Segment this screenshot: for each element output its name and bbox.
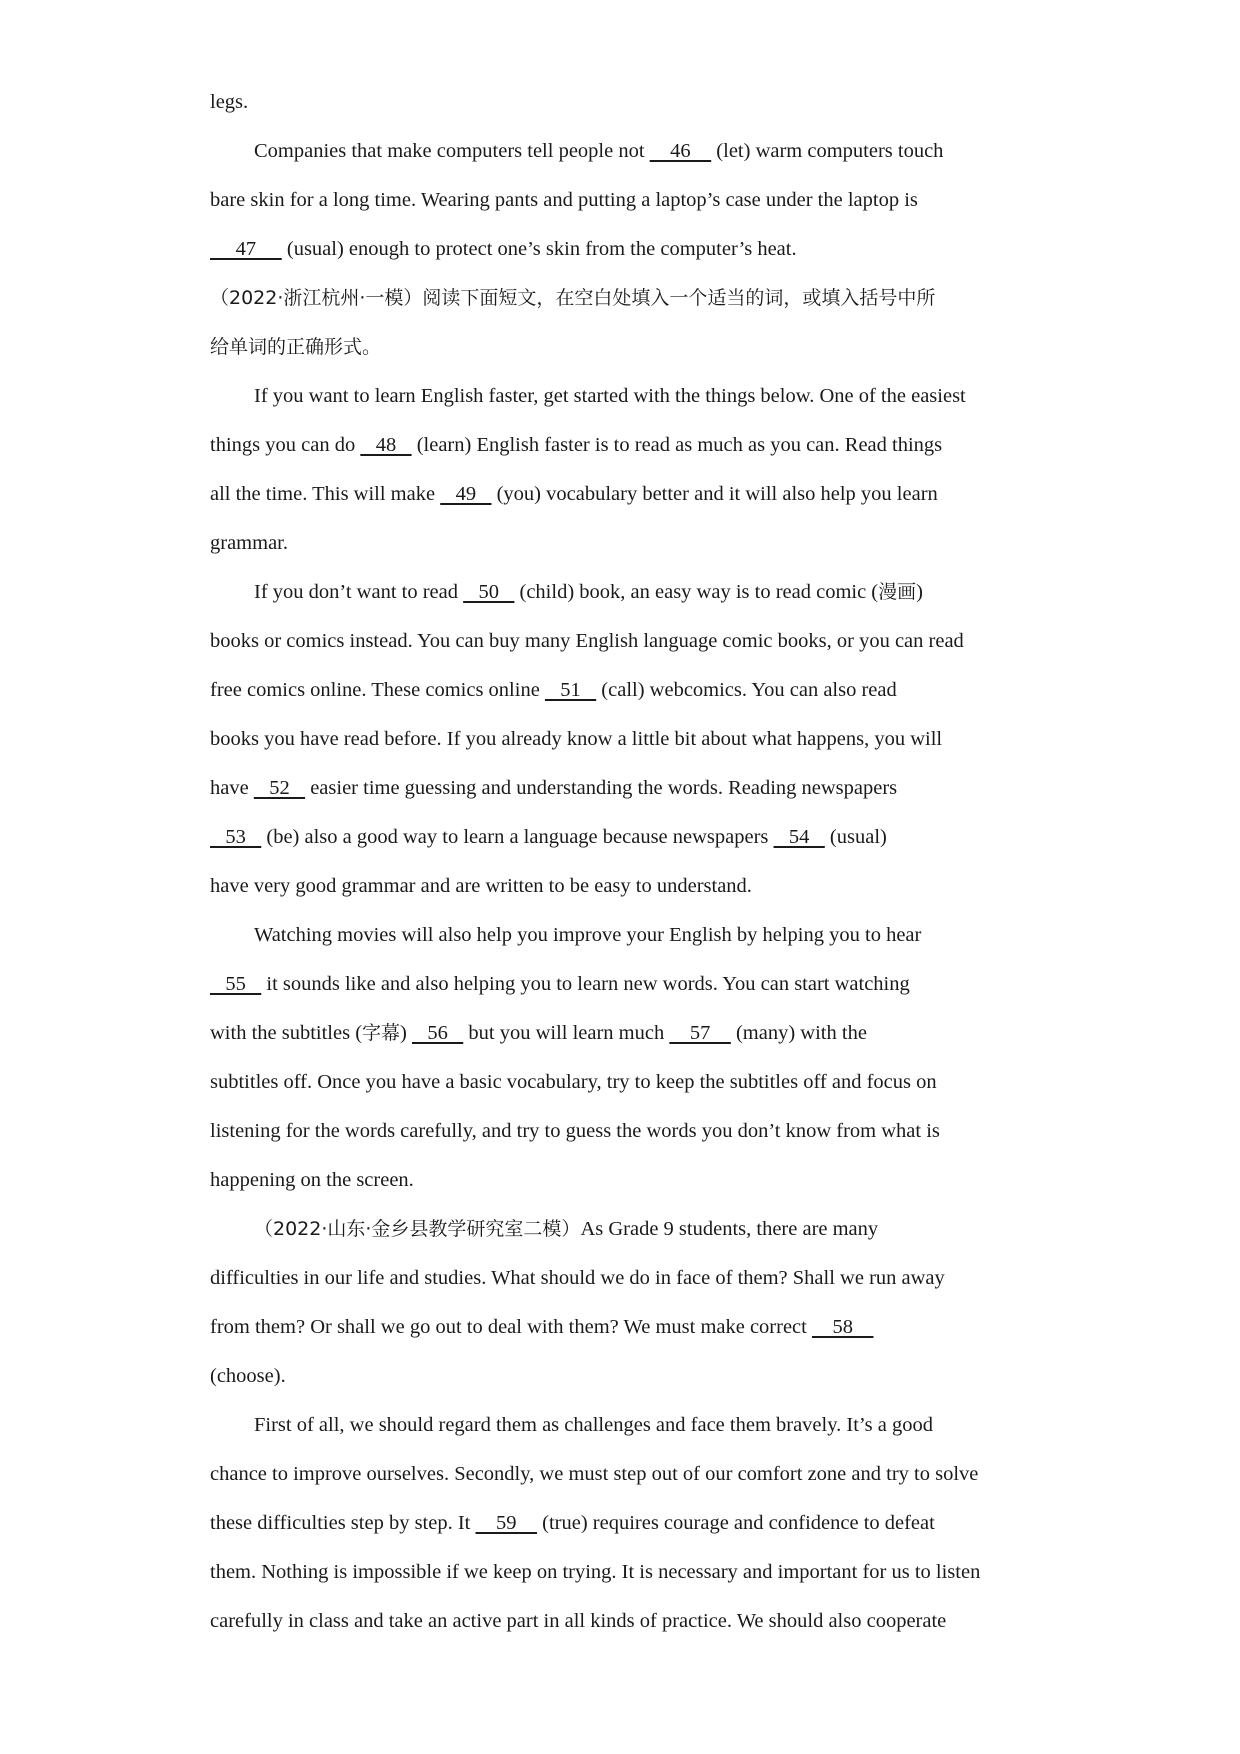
text-segment: (let) warm computers touch (711, 140, 944, 162)
text-segment: (choose). (210, 1365, 286, 1387)
answer-blank[interactable]: 52 (253, 777, 306, 799)
text-line (210, 970, 910, 998)
answer-blank[interactable]: 50 (463, 581, 515, 603)
text-segment: (be) also a good way to learn a language because newspapers (261, 826, 774, 848)
text-segment: with the subtitles ( (210, 1022, 363, 1044)
text-line (210, 823, 887, 851)
text-segment: (true) requires courage and confidence to defeat (537, 1512, 935, 1534)
text-segment: (many) with the (730, 1022, 867, 1044)
answer-blank[interactable]: 54 (773, 826, 825, 848)
text-segment: books you have read before. If you already know a little bit about what happens, you will (210, 728, 943, 750)
text-line (210, 1264, 945, 1292)
text-line (254, 578, 923, 606)
text-segment: it sounds like and also helping you to learn new words. You can start watching (261, 973, 910, 995)
answer-blank[interactable]: 59 (475, 1512, 537, 1534)
text-segment: （2022·浙江杭州·一模）阅读下面短文，在空白处填入一个适当的词，或填入括号中所 (210, 287, 936, 309)
answer-blank[interactable]: 51 (544, 679, 597, 701)
text-segment: chance to improve ourselves. Secondly, we must step out of our comfort zone and try to solve (210, 1463, 979, 1485)
answer-blank[interactable]: 57 (669, 1022, 731, 1044)
text-segment: happening on the screen. (210, 1169, 414, 1191)
text-segment: (call) webcomics. You can also read (596, 679, 897, 701)
text-segment: free comics online. These comics online (210, 679, 545, 701)
text-line (210, 1068, 937, 1096)
text-line (210, 872, 752, 900)
text-line (254, 921, 921, 949)
text-line (210, 1509, 935, 1537)
text-segment: but you will learn much (463, 1022, 670, 1044)
text-segment: these difficulties step by step. It (210, 1512, 476, 1534)
text-segment: ) (400, 1022, 412, 1044)
text-segment: difficulties in our life and studies. What should we do in face of them? Shall we run away (210, 1267, 945, 1289)
answer-blank[interactable]: 55 (210, 973, 262, 995)
text-line (210, 1019, 867, 1047)
text-line (210, 1166, 414, 1194)
text-line (210, 1558, 980, 1586)
text-segment: 字幕 (362, 1022, 401, 1044)
text-segment: (learn) English faster is to read as much as you can. Read things (411, 434, 943, 456)
text-segment: 漫画 (878, 581, 917, 603)
text-segment: have very good grammar and are written to be easy to understand. (210, 875, 752, 897)
text-segment: (child) book, an easy way is to read comic ( (514, 581, 879, 603)
text-segment: easier time guessing and understanding the words. Reading newspapers (305, 777, 898, 799)
text-segment: all the time. This will make (210, 483, 441, 505)
answer-blank[interactable]: 49 (440, 483, 492, 505)
text-line (210, 1607, 946, 1635)
text-line (210, 627, 964, 655)
text-segment: have (210, 777, 254, 799)
text-segment: 给单词的正确形式。 (210, 336, 382, 358)
text-segment: As Grade 9 students, there are many (580, 1218, 879, 1240)
text-line (210, 1117, 940, 1145)
text-segment: (usual) enough to protect one’s skin from the computer’s heat. (281, 238, 797, 260)
text-segment: (you) vocabulary better and it will also help you learn (491, 483, 938, 505)
text-segment: First of all, we should regard them as challenges and face them bravely. It’s a good (254, 1414, 933, 1436)
answer-blank[interactable]: 47 (210, 238, 282, 260)
answer-blank[interactable]: 58 (811, 1316, 874, 1338)
answer-blank[interactable]: 46 (649, 140, 712, 162)
text-segment: listening for the words carefully, and try to guess the words you don’t know from what is (210, 1120, 940, 1142)
text-line (210, 235, 797, 263)
answer-blank[interactable]: 48 (360, 434, 412, 456)
text-segment: Companies that make computers tell people not (254, 140, 650, 162)
text-segment: grammar. (210, 532, 288, 554)
text-line (254, 1411, 933, 1439)
text-segment: Watching movies will also help you improve your English by helping you to hear (254, 924, 922, 946)
text-segment: from them? Or shall we go out to deal with them? We must make correct (210, 1316, 812, 1338)
text-line (254, 1215, 878, 1243)
text-line (210, 529, 288, 557)
text-line (210, 725, 942, 753)
text-line (210, 1460, 978, 1488)
text-line (210, 480, 938, 508)
text-segment: books or comics instead. You can buy many English language comic books, or you can read (210, 630, 964, 652)
text-line (210, 1362, 286, 1390)
text-line (254, 382, 966, 410)
text-segment: them. Nothing is impossible if we keep on trying. It is necessary and important for us to listen (210, 1561, 981, 1583)
text-line (210, 1313, 873, 1341)
text-line (210, 774, 897, 802)
text-segment: subtitles off. Once you have a basic vocabulary, try to keep the subtitles off and focus on (210, 1071, 937, 1093)
text-segment: bare skin for a long time. Wearing pants and putting a laptop’s case under the laptop is (210, 189, 918, 211)
answer-blank[interactable]: 53 (210, 826, 262, 848)
text-segment: （2022·山东·金乡县教学研究室二模） (254, 1218, 581, 1240)
text-segment: If you want to learn English faster, get started with the things below. One of the easiest (254, 385, 966, 407)
answer-blank[interactable]: 56 (412, 1022, 464, 1044)
text-segment: (usual) (824, 826, 887, 848)
text-segment: If you don’t want to read (254, 581, 464, 603)
text-line (210, 284, 935, 312)
text-segment: carefully in class and take an active part in all kinds of practice. We should also cooperate (210, 1610, 947, 1632)
text-line (254, 137, 943, 165)
text-line (210, 186, 918, 214)
text-segment: ) (916, 581, 923, 603)
text-line (210, 333, 381, 361)
text-line (210, 676, 897, 704)
text-segment: things you can do (210, 434, 361, 456)
text-line (210, 431, 942, 459)
text-segment: legs. (210, 91, 249, 113)
text-line (210, 88, 248, 116)
